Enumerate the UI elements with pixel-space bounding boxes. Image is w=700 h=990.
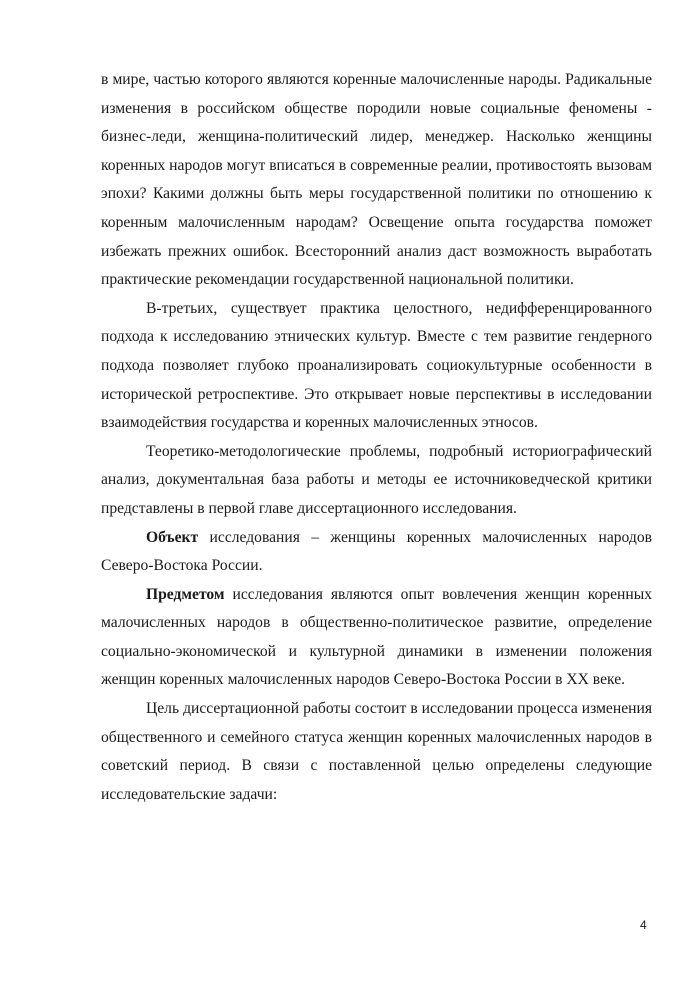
paragraph-object	[101, 524, 652, 581]
paragraph-goal	[101, 695, 652, 809]
bold-term: Объект	[146, 528, 199, 546]
bold-term: Предметом	[146, 585, 225, 603]
paragraph-third-point	[101, 295, 652, 438]
body-text	[101, 66, 652, 809]
paragraph-text: исследования – женщины коренных малочисленных народов Северо-Востока России.	[101, 528, 652, 575]
paragraph-text: В-третьих, существует практика целостного, недифференцированного подхода к исследованию этнических культур. Вместе с тем развитие гендерного подхода позволяет глубоко проанализировать социокультурные особенности в исторической ретроспективе. Это открывает новые перспективы в исследовании взаимодействия государства и коренных малочисленных этносов.	[101, 299, 652, 432]
paragraph-text: Теоретико-методологические проблемы, подробный историографический анализ, документальная база работы и методы ее источниковедческой критики представлены в первой главе диссертационного исследования.	[101, 442, 652, 517]
paragraph-methodology	[101, 438, 652, 524]
paragraph-subject	[101, 581, 652, 695]
paragraph-continuation	[101, 66, 652, 295]
paragraph-text: Цель диссертационной работы состоит в исследовании процесса изменения общественного и семейного статуса женщин коренных малочисленных народов в советский период. В связи с поставленной целью определены следующие исследовательские задачи:	[101, 700, 652, 803]
page-number: 4	[640, 918, 647, 932]
paragraph-text: исследования являются опыт вовлечения женщин коренных малочисленных народов в общественно-политическое развитие, определение социально-экономической и культурной динамики в изменении положения женщин коренных малочисленных народов Северо-Востока России в XX веке.	[101, 585, 652, 689]
paragraph-text: в мире, частью которого являются коренные малочисленные народы. Радикальные изменения в российском обществе породили новые социальные феномены - бизнес-леди, женщина-политический лидер, менеджер. Насколько женщины коренных народов могут вписаться в современные реалии, противостоять вызовам эпохи? Какими должны быть меры государственной политики по отношению к коренным малочисленным народам? Освещение опыта государства поможет избежать прежних ошибок. Всесторонний анализ даст возможность выработать практические рекомендации государственной национальной политики.	[101, 71, 652, 289]
